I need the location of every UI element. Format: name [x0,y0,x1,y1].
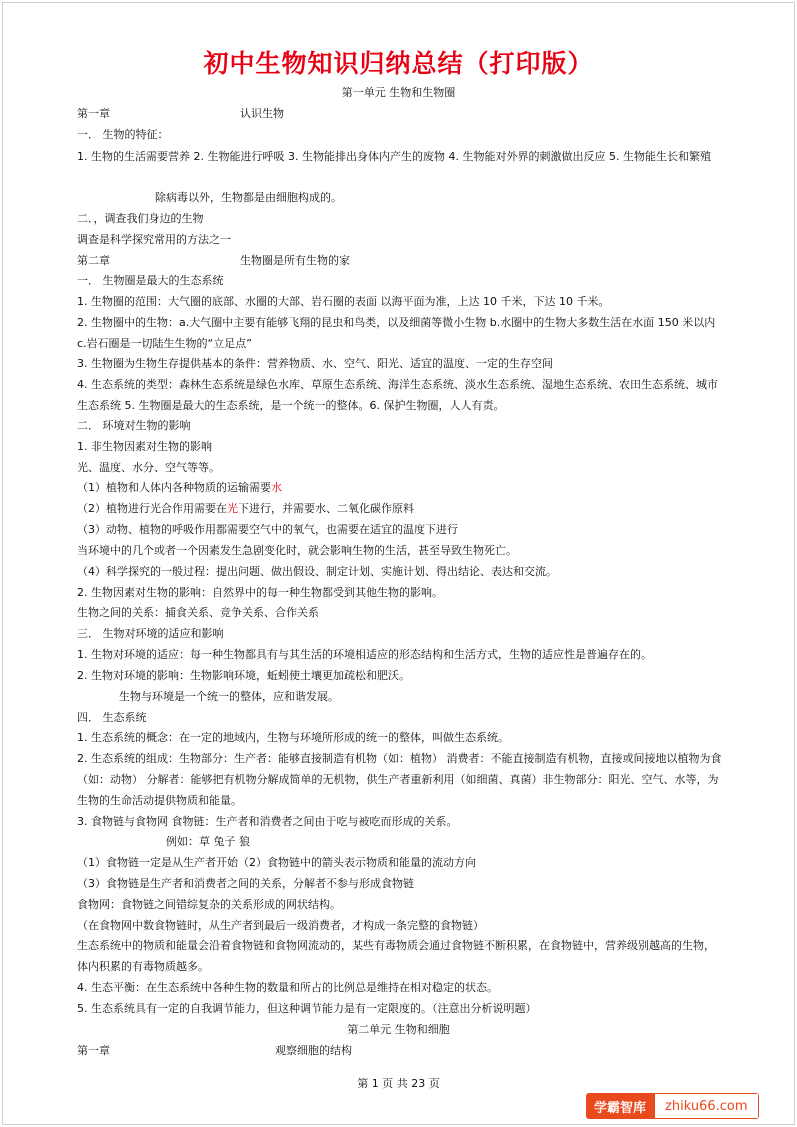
ch2-p6: 光、温度、水分、空气等等。 [77,461,220,474]
ch2-p10: 当环境中的几个或者一个因素发生急剧变化时，就会影响生物的生活，甚至导致生物死亡。 [77,544,517,557]
ch2-p15: 2. 生物对环境的影响：生物影响环境，蚯蚓使土壤更加疏松和肥沃。 [77,669,410,682]
ch2-p27: 5. 生态系统具有一定的自我调节能力，但这种调节能力是有一定限度的。（注意出分析说明题） [77,1002,537,1015]
ch2-p22: （3）食物链是生产者和消费者之间的关系，分解者不参与形成食物链 [77,877,414,890]
ch2-p8 [77,502,414,516]
ch2-p25: 生态系统中的物质和能量会沿着食物链和食物网流动的，某些有毒物质会通过食物链不断积累，在食物链中，营养级别越高的生物，体内积累的有毒物质越多。 [77,939,715,973]
ch2-p3: 3. 生物圈为生物生存提供基本的条件：营养物质、水、空气、阳光、适宜的温度、一定的生存空间 [77,357,553,370]
unit1-heading: 第一单元 生物和生物圈 [341,86,456,99]
ch2-p26: 4. 生态平衡：在生态系统中各种生物的数量和所占的比例总是维持在相对稳定的状态。 [77,981,498,994]
ch2-p17: 1. 生态系统的概念：在一定的地域内，生物与环境所形成的统一的整体，叫做生态系统。 [77,731,509,744]
ch1-label: 第一章 [77,107,110,120]
ch1-p2: 除病毒以外，生物都是由细胞构成的。 [155,191,342,204]
ch1-section1: 一． 生物的特征： [77,128,169,141]
ch2-p23: 食物网：食物链之间错综复杂的关系形成的网状结构。 [77,898,341,911]
ch2-p4: 4. 生态系统的类型：森林生态系统是绿色水库、草原生态系统、海洋生态系统、淡水生态系统、湿地生态系统、农田生态系统、城市生态系统 5. 生物圈是最大的生态系统，是一个统一的整体。6. 保护生物圈，人人有责。 [77,378,718,412]
ch3-label: 第一章 [77,1044,110,1057]
ch2-p1: 1. 生物圈的范围：大气圈的底部、水圈的大部、岩石圈的表面 以海平面为准，上达 10 千米，下达 10 千米。 [77,295,610,308]
ch2-section3: 三． 生物对环境的适应和影响 [77,627,224,640]
ch2-p18: 2. 生态系统的组成：生物部分：生产者：能够直接制造有机物（如：植物） 消费者：不能直接制造有机物，直接或间接地以植物为食（如：动物） 分解者：能够把有机物分解成简单的无机物，供生产者重新利用（如细菌、真菌）非生物部分：阳光、空气、水等，为生物的生命活动提供物质和能量。 [77,752,722,807]
ch2-p5: 1. 非生物因素对生物的影响 [77,440,212,453]
ch1-p1: 1. 生物的生活需要营养 2. 生物能进行呼吸 3. 生物能排出身体内产生的废物 4. 生物能对外界的刺激做出反应 5. 生物能生长和繁殖 [77,150,711,163]
site-watermark[interactable] [586,1093,759,1119]
ch2-section2: 二． 环境对生物的影响 [77,419,191,432]
ch2-title: 生物圈是所有生物的家 [240,254,350,267]
ch2-p19: 3. 食物链与食物网 食物链：生产者和消费者之间由于吃与被吃而形成的关系。 [77,815,458,828]
page-footer: 第 1 页 共 23 页 [357,1077,440,1090]
ch2-p21: （1）食物链一定是从生产者开始（2）食物链中的箭头表示物质和能量的流动方向 [77,856,476,869]
ch2-p9: （3）动物、植物的呼吸作用都需要空气中的氧气，也需要在适宜的温度下进行 [77,523,458,536]
ch2-p7-text: （1）植物和人体内各种物质的运输需要 [77,481,271,494]
ch2-p14: 1. 生物对环境的适应：每一种生物都具有与其生活的环境相适应的形态结构和生活方式，生物的适应性是普遍存在的。 [77,648,652,661]
ch2-p2: 2. 生物圈中的生物：a.大气圈中主要有能够飞翔的昆虫和鸟类，以及细菌等微小生物 b.水圈中的生物大多数生活在水面 150 米以内 c.岩石圈是一切陆生生物的“立足点” [77,316,716,350]
ch2-p11: （4）科学探究的一般过程：提出问题、做出假设、制定计划、实施计划、得出结论、表达和交流。 [77,565,557,578]
ch2-p12: 2. 生物因素对生物的影响：自然界中的每一种生物都受到其他生物的影响。 [77,586,443,599]
unit2-heading: 第二单元 生物和细胞 [347,1023,450,1036]
watermark-url: zhiku66.com [654,1093,758,1119]
document-title: 初中生物知识归纳总结（打印版） [203,49,594,78]
ch2-label: 第二章 [77,254,110,267]
ch2-p8-text1: （2）植物进行光合作用需要在 [77,502,227,515]
ch1-section2: 二．，调查我们身边的生物 [77,212,204,225]
ch2-section4: 四． 生态系统 [77,711,147,724]
ch2-p20: 例如：草 兔子 狼 [166,835,250,848]
ch2-section1: 一． 生物圈是最大的生态系统 [77,274,224,287]
ch2-p16: 生物与环境是一个统一的整体，应和谐发展。 [119,690,339,703]
ch3-title: 观察细胞的结构 [275,1044,352,1057]
ch2-p7 [77,481,282,495]
ch1-p3: 调查是科学探究常用的方法之一 [77,233,231,246]
ch2-p24: （在食物网中数食物链时，从生产者到最后一级消费者，才构成一条完整的食物链） [77,919,484,932]
ch2-p13: 生物之间的关系：捕食关系、竞争关系、合作关系 [77,606,319,619]
ch2-p8-highlight: 光 [227,502,238,515]
ch2-p7-highlight: 水 [271,481,282,494]
ch2-p8-text2: 下进行，并需要水、二氧化碳作原料 [238,502,414,515]
watermark-brand: 学霸智库 [586,1093,654,1119]
ch1-title: 认识生物 [240,107,284,120]
